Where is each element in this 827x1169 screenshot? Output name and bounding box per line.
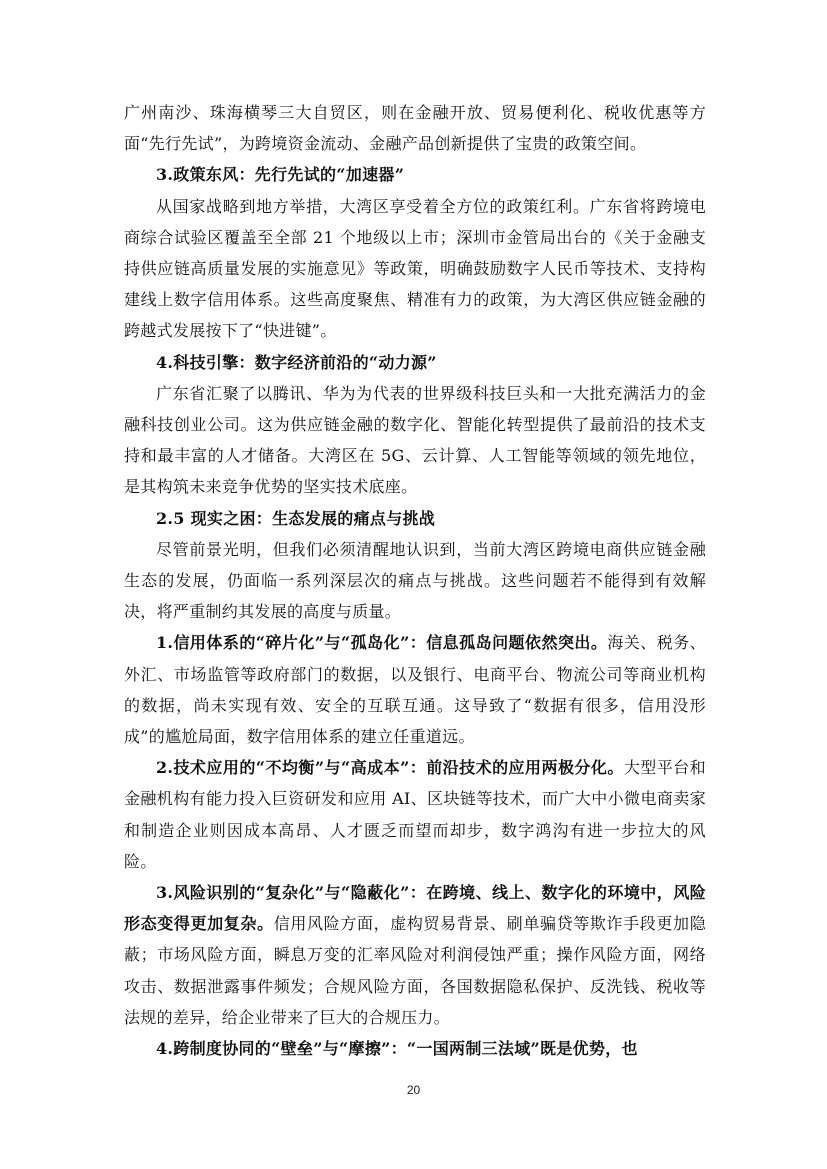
challenge-item-1-body: 海关、税务、外汇、市场监管等政府部门的数据，以及银行、电商平台、物流公司等商业机构的数据，尚未实现有效、安全的互联互通。这导致了“数据有很多，信用没形成”的尴尬局面，数字信用体系的建立任重道远。 [124, 633, 706, 747]
challenge-item-3 [124, 877, 706, 1033]
challenge-item-2-body: 大型平台和金融机构有能力投入巨资研发和应用 AI、区块链等技术，而广大中小微电商卖家和制造企业则因成本高昂、人才匮乏而望而却步，数字鸿沟有进一步拉大的风险。 [124, 758, 706, 871]
continuation-paragraph: 广州南沙、珠海横琴三大自贸区，则在金融开放、贸易便利化、税收优惠等方面“先行先试”，为跨境资金流动、金融产品创新提供了宝贵的政策空间。 [124, 103, 706, 154]
section-2-5-heading: 2.5 现实之困：生态发展的痛点与挑战 [156, 508, 436, 528]
section-2-5-intro-paragraph: 尽管前景光明，但我们必须清醒地认识到，当前大湾区跨境电商供应链金融生态的发展，仍面临一系列深层次的痛点与挑战。这些问题若不能得到有效解决，将严重制约其发展的高度与质量。 [124, 539, 706, 622]
challenge-item-4 [124, 1033, 706, 1064]
section-4-paragraph: 广东省汇聚了以腾讯、华为为代表的世界级科技巨头和一大批充满活力的金融科技创业公司。这为供应链金融的数字化、智能化转型提供了最前沿的技术支持和最丰富的人才储备。大湾区在 5G、云计算、人工智能等领域的领先地位，是其构筑未来竞争优势的坚实技术底座。 [124, 383, 706, 497]
challenge-item-1 [124, 627, 706, 752]
challenge-item-1-lead: 1.信用体系的“碎片化”与“孤岛化”：信息孤岛问题依然突出。 [156, 633, 608, 653]
section-4-heading: 4.科技引擎：数字经济前沿的“动力源” [156, 352, 437, 372]
page-number: 20 [406, 1083, 421, 1097]
section-3-paragraph: 从国家战略到地方举措，大湾区享受着全方位的政策红利。广东省将跨境电商综合试验区覆盖至全部 21 个地级以上市；深圳市金管局出台的《关于金融支持供应链高质量发展的实施意见》等政策，明确鼓励数字人民币等技术、支持构建线上数字信用体系。这些高度聚焦、精准有力的政策，为大湾区供应链金融的跨越式发展按下了“快进键”。 [124, 196, 706, 341]
challenge-item-2-lead: 2.技术应用的“不均衡”与“高成本”：前沿技术的应用两极分化。 [156, 758, 624, 778]
challenge-item-4-lead: 4.跨制度协同的“壁垒”与“摩擦”：“一国两制三法域”既是优势，也 [156, 1039, 638, 1059]
challenge-item-2 [124, 752, 706, 877]
challenge-item-3-lead: 3.风险识别的“复杂化”与“隐蔽化”：在跨境、线上、数字化的环境中，风险形态变得更加复杂。 [124, 883, 706, 934]
page-body [124, 97, 706, 1064]
challenge-item-3-body: 信用风险方面，虚构贸易背景、刷单骗贷等欺诈手段更加隐蔽；市场风险方面，瞬息万变的汇率风险对利润侵蚀严重；操作风险方面，网络攻击、数据泄露事件频发；合规风险方面，各国数据隐私保护、反洗钱、税收等法规的差异，给企业带来了巨大的合规压力。 [124, 914, 706, 1027]
section-3-heading: 3.政策东风：先行先试的“加速器” [156, 165, 405, 185]
